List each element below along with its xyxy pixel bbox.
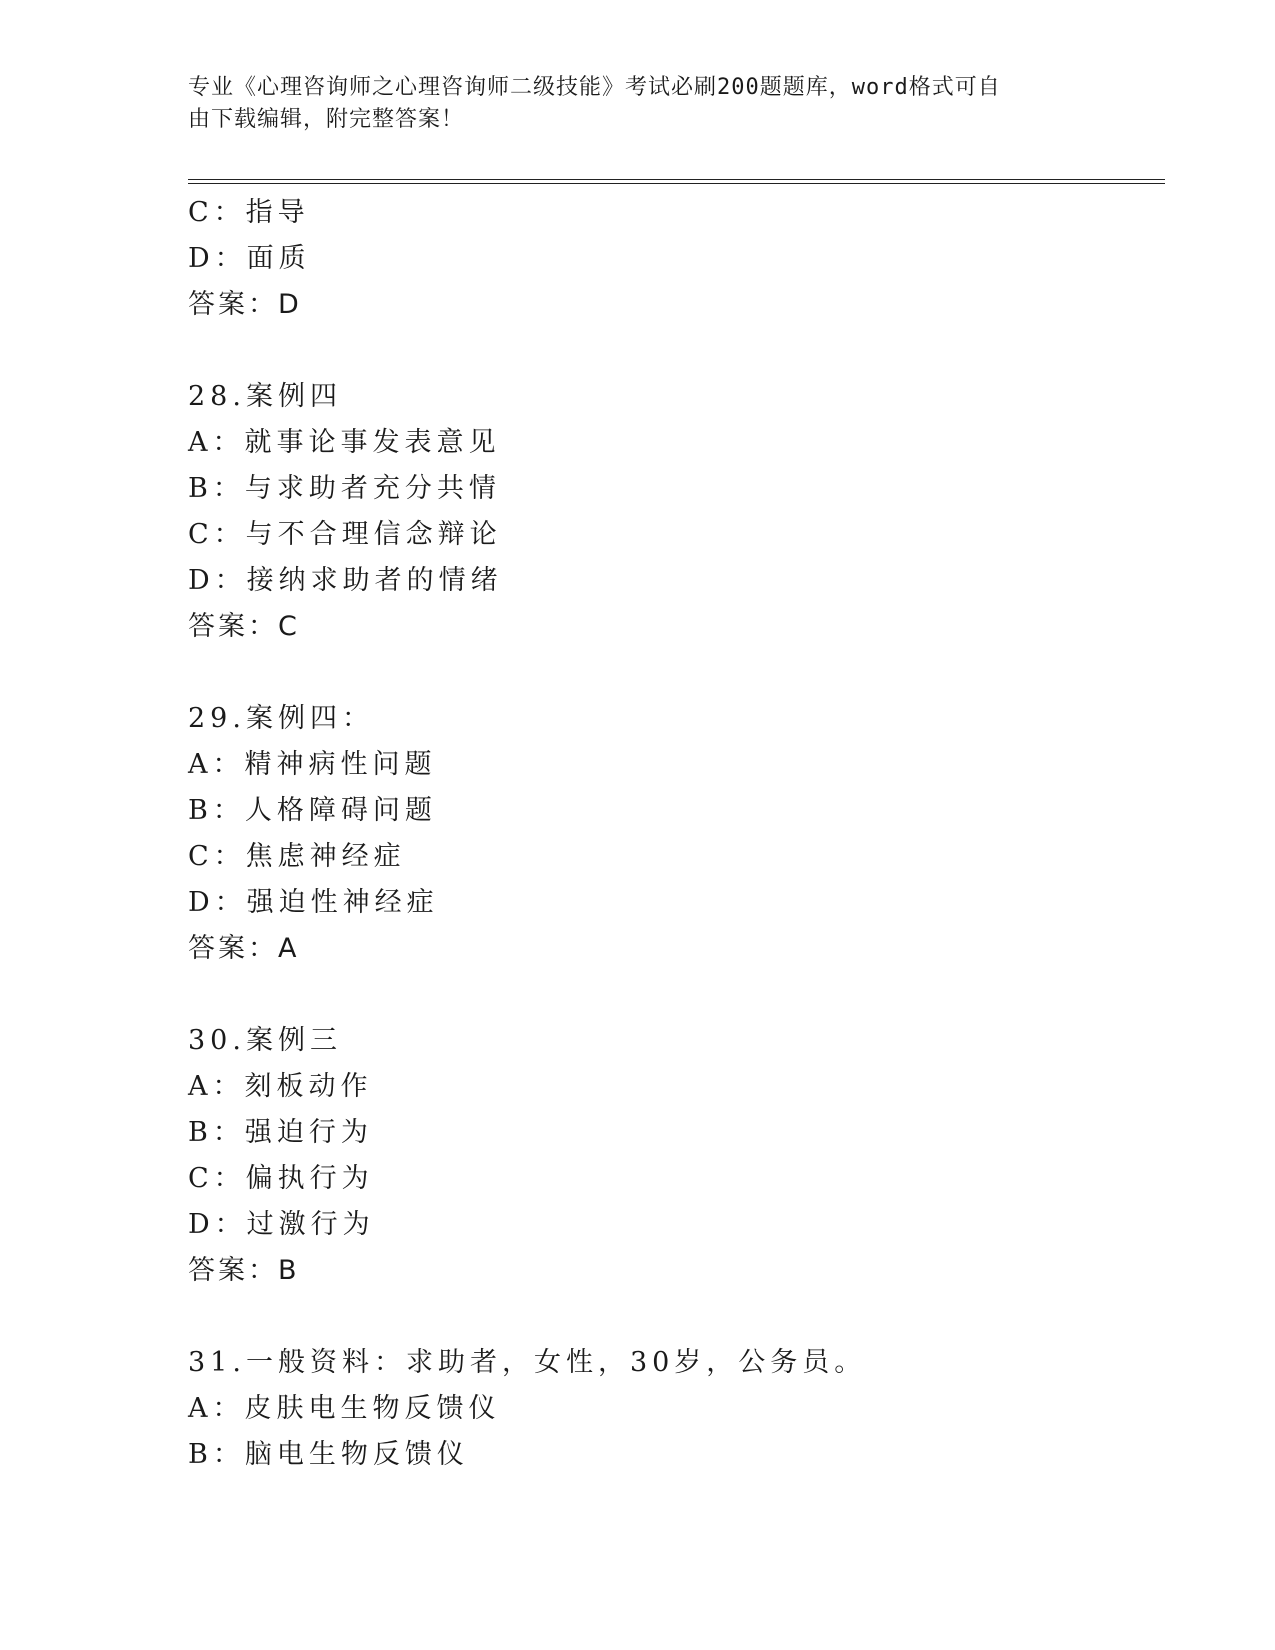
document-header: [188, 72, 1068, 136]
answer-line: 答案：B: [188, 1255, 300, 1286]
question-stem: 29.案例四：: [188, 703, 374, 734]
header-line-2: 由下载编辑，附完整答案！: [188, 107, 465, 132]
option-b: B：与求助者充分共情: [188, 473, 501, 504]
question-list: [188, 190, 1148, 1478]
question-stem: 31.一般资料：求助者，女性，30岁，公务员。: [188, 1347, 867, 1378]
header-line-1: 专业《心理咨询师之心理咨询师二级技能》考试必刷200题题库，word格式可自: [188, 75, 1001, 100]
option-a: A：就事论事发表意见: [188, 427, 501, 458]
question-stem: 30.案例三: [188, 1025, 342, 1056]
option-d: D：接纳求助者的情绪: [188, 565, 503, 596]
option-a: A：皮肤电生物反馈仪: [188, 1393, 501, 1424]
header-divider-top: [188, 179, 1165, 180]
option-c: C：指导: [188, 197, 310, 228]
answer-line: 答案：C: [188, 611, 300, 642]
spacer: [188, 650, 1148, 696]
answer-line: 答案：D: [188, 289, 302, 320]
header-divider-bottom: [188, 183, 1165, 184]
option-b: B：人格障碍问题: [188, 795, 437, 826]
option-d: D：面质: [188, 243, 311, 274]
option-b: B：脑电生物反馈仪: [188, 1439, 469, 1470]
spacer: [188, 1294, 1148, 1340]
spacer: [188, 328, 1148, 374]
option-d: D：强迫性神经症: [188, 887, 439, 918]
option-a: A：刻板动作: [188, 1071, 373, 1102]
option-c: C：与不合理信念辩论: [188, 519, 502, 550]
spacer: [188, 972, 1148, 1018]
answer-line: 答案：A: [188, 933, 300, 964]
option-c: C：偏执行为: [188, 1163, 374, 1194]
option-d: D：过激行为: [188, 1209, 375, 1240]
option-c: C：焦虑神经症: [188, 841, 406, 872]
question-stem: 28.案例四: [188, 381, 342, 412]
option-a: A：精神病性问题: [188, 749, 437, 780]
option-b: B：强迫行为: [188, 1117, 373, 1148]
